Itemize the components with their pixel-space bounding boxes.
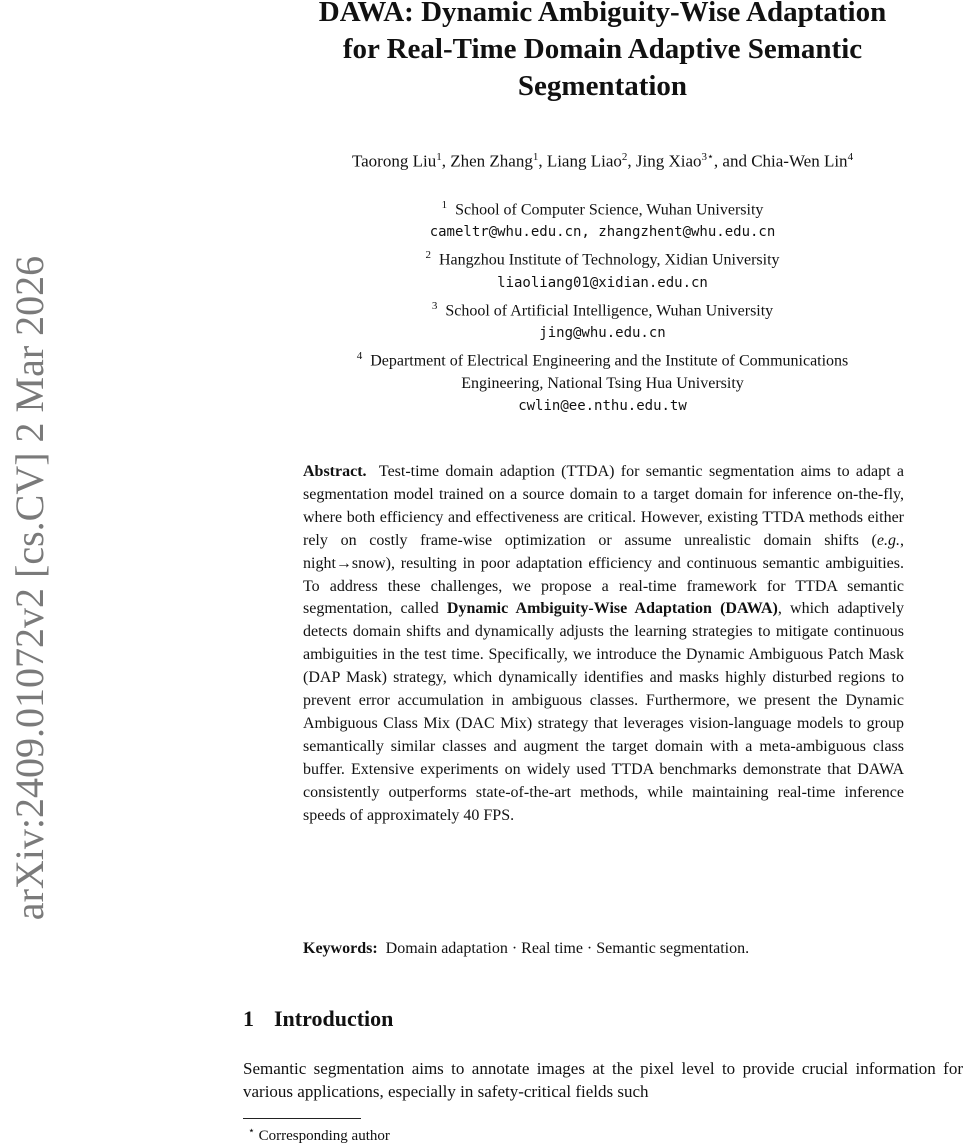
affiliation-2 — [240, 244, 963, 271]
affil-email: cameltr@whu.edu.cn, zhangzhent@whu.edu.cn — [429, 224, 776, 241]
abstract-text-1: Test-time domain adaption (TTDA) for semantic segmentation aims to adapt a segmentation model trained on a source domain to a target domain for inference on-the-fly, where both efficiency and effectiveness are critical. However, existing TTDA methods either rely on costly frame-wise optimization or assume unrealistic domain shifts ( — [303, 463, 904, 549]
paper-title — [240, 0, 963, 105]
affil-name: Department of Electrical Engineering and the Institute of Communications — [370, 352, 849, 370]
affil-name: School of Artificial Intelligence, Wuhan University — [445, 301, 774, 319]
affil-mark: 2 — [425, 249, 431, 262]
affil-name: Hangzhou Institute of Technology, Xidian University — [438, 251, 780, 269]
title-line-2: for Real-Time Domain Adaptive Semantic — [342, 33, 863, 65]
author-name: Liang Liao — [546, 151, 622, 171]
affiliation-1 — [240, 194, 963, 221]
affil-email: liaoliang01@xidian.edu.cn — [497, 274, 708, 291]
footnote — [248, 1124, 390, 1145]
affil-email: cwlin@ee.nthu.edu.tw — [518, 398, 687, 415]
affil-mark: 1 — [441, 199, 448, 211]
keywords-text: Domain adaptation · Real time · Semantic segmentation. — [385, 940, 750, 957]
author-affil-mark: 2 — [621, 151, 628, 163]
footnote-text: Corresponding author — [258, 1128, 390, 1144]
arxiv-identifier: arXiv:2409.01072v2 [cs.CV] 2 Mar 2026 — [7, 255, 52, 921]
affiliation-4 — [240, 345, 963, 372]
author-name: Jing Xiao — [635, 151, 702, 171]
affil-name: School of Computer Science, Wuhan University — [455, 201, 764, 219]
footnote-mark: ⋆ — [248, 1125, 255, 1137]
abstract-eg: e.g. — [876, 531, 900, 549]
abstract-text-2: , night→snow), resulting in poor adaptation efficiency and continuous semantic ambiguities. To address these challenges, we propose a real-time framework for TTDA semantic segmentation, called — [303, 531, 904, 618]
abstract-text-3: , which adaptively detects domain shifts and dynamically adjusts the learning strategies to mitigate continuous ambiguities in the test time. Specifically, we introduce the Dynamic Ambiguous Patch Mask (DAP Mask) strategy, which dynamically identifies and masks highly disturbed regions to prevent error accumulation in ambiguous classes. Furthermore, we present the Dynamic Ambiguous Class Mix (DAC Mix) strategy that leverages vision-language models to group semantically similar classes and augment the target domain with a meta-ambiguous class buffer. Extensive experiments on widely used TTDA benchmarks demonstrate that DAWA consistently outperforms state-of-the-art methods, while maintaining real-time inference speeds of approximately 40 FPS. — [303, 600, 904, 824]
affil-email: jing@whu.edu.cn — [539, 324, 666, 341]
affil-mark: 3 — [431, 299, 438, 312]
abstract-label: Abstract. — [303, 463, 367, 480]
keywords — [303, 940, 923, 958]
affil-name-cont: Engineering, National Tsing Hua University — [461, 375, 744, 393]
author-name: Taorong Liu — [351, 151, 437, 171]
abstract-method-name: Dynamic Ambiguity-Wise Adaptation (DAWA) — [446, 600, 778, 618]
abstract — [303, 461, 904, 828]
author-name: Zhen Zhang — [450, 151, 533, 171]
title-line-3: Segmentation — [517, 70, 688, 102]
section-heading — [243, 1006, 393, 1032]
author-affil-mark: 4 — [847, 151, 854, 163]
section-number: 1 — [243, 1006, 254, 1031]
footnote-rule — [243, 1118, 361, 1119]
affiliation-3 — [240, 295, 963, 322]
author-list: Taorong Liu$^1$, Zhen Zhang$^1$, Liang Liao$^2$, Jing Xiao$^{3⋆}$, and Chia-Wen Lin$^4$ — [351, 151, 854, 171]
keywords-label: Keywords: — [303, 940, 378, 957]
title-line-1: DAWA: Dynamic Ambiguity-Wise Adaptation — [318, 0, 887, 28]
intro-paragraph: Semantic segmentation aims to annotate images at the pixel level to provide crucial information for various applications, especially in safety-critical fields such — [243, 1059, 963, 1101]
author-affil-mark: 1 — [532, 151, 539, 163]
affil-mark: 4 — [356, 349, 363, 362]
affiliations — [240, 194, 963, 418]
section-title: Introduction — [274, 1006, 394, 1031]
author-name: and Chia-Wen Lin — [722, 151, 848, 171]
author-affil-mark: 3⋆ — [701, 151, 714, 163]
author-affil-mark: 1 — [436, 151, 442, 163]
